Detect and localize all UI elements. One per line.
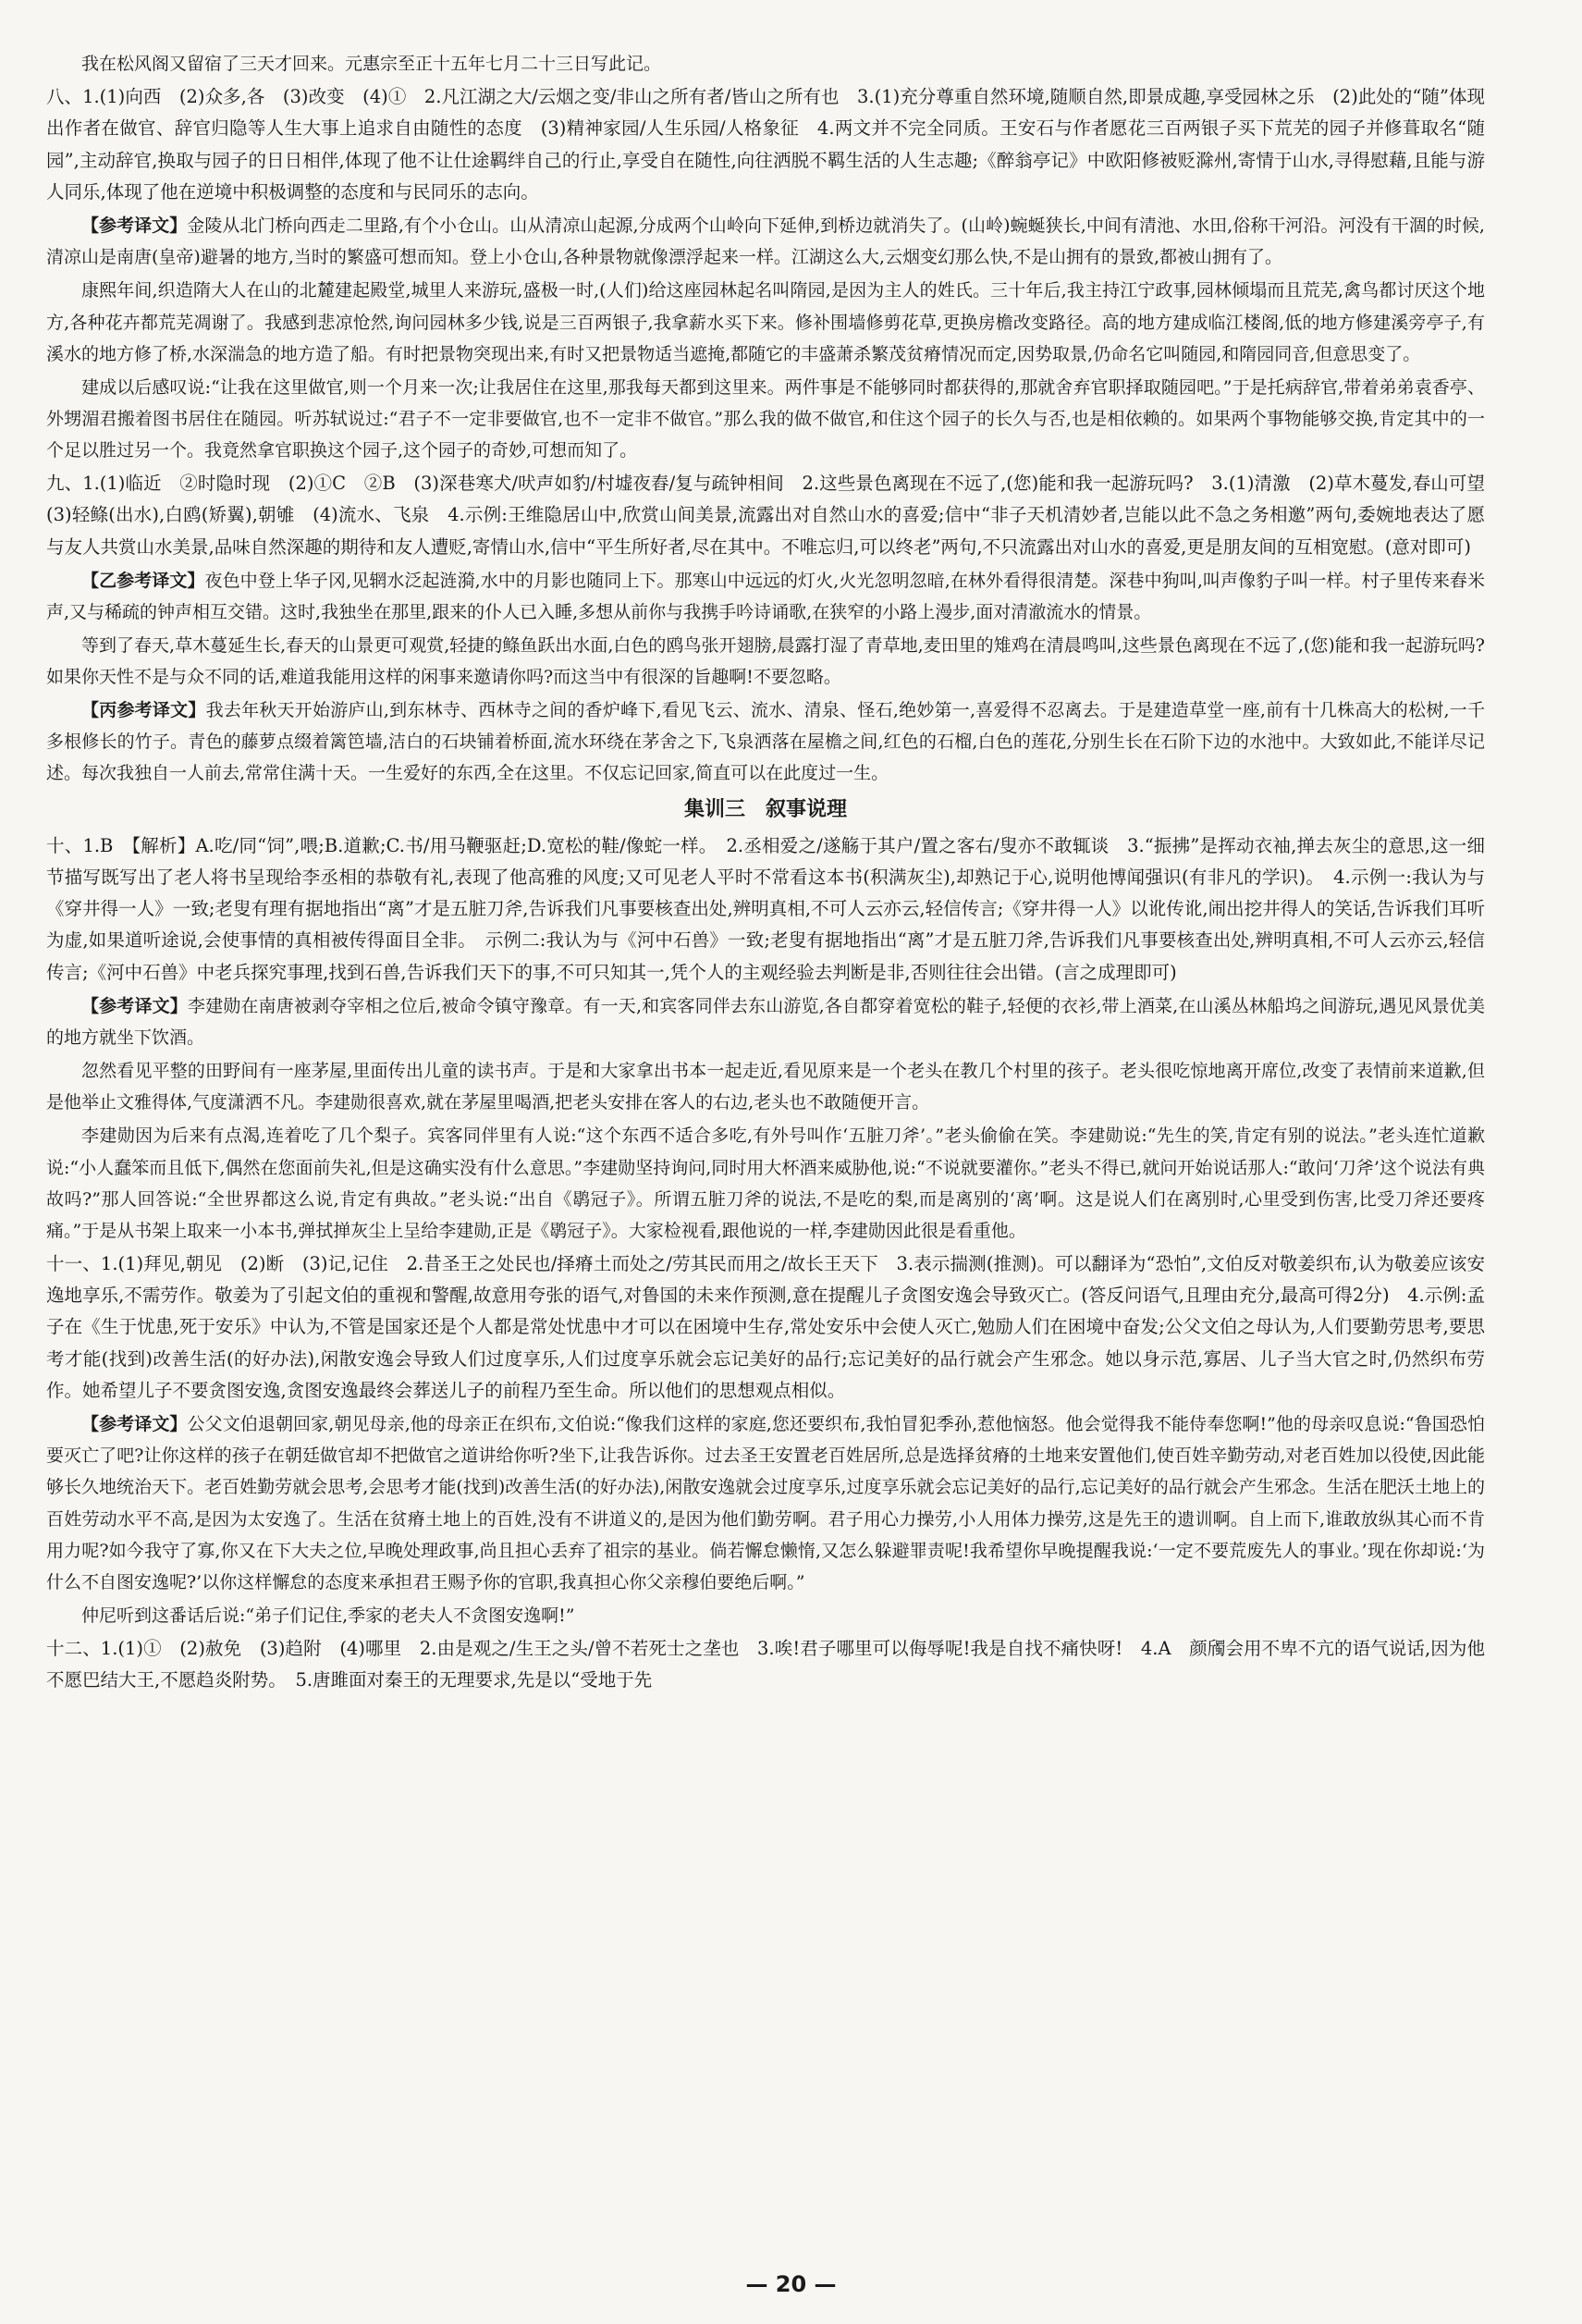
- paragraph-text: 我去年秋天开始游庐山,到东林寺、西林寺之间的香炉峰下,看见飞云、流水、清泉、怪石,绝妙第一,喜爱得不忍离去。于是建造草堂一座,前有十几株高大的松树,一千多根修长的竹子。青色的藤萝点缀着篱笆墙,洁白的石块铺着桥面,流水环绕在茅舍之下,飞泉洒落在屋檐之间,红色的石榴,白色的莲花,分别生长在石阶下边的水池中。大致如此,不能详尽记述。每次我独自一人前去,常常住满十天。一生爱好的东西,全在这里。不仅忘记回家,简直可以在此度过一生。: [46, 700, 1485, 784]
- translation-paragraph: [46, 565, 1485, 628]
- translation-paragraph: [46, 1408, 1485, 1598]
- answer-page: [46, 48, 1503, 1699]
- translation-tag: 【参考译文】: [81, 996, 188, 1017]
- paragraph-text: 建成以后感叹说:“让我在这里做官,则一个月来一次;让我居住在这里,那我每天都到这里来。两件事是不能够同时都获得的,那就舍弃官职择取随园吧。”于是托病辞官,带着弟弟袁香亭、外甥湄君搬着图书居住在随园。听苏轼说过:“君子不一定非要做官,也不一定非不做官。”那么我的做不做官,和住这个园子的长久与否,也是相依赖的。如果两个事物能够交换,肯定其中的一个足以胜过另一个。我竟然拿官职换这个园子,这个园子的奇妙,可想而知了。: [46, 376, 1485, 461]
- answer-paragraph: [46, 468, 1503, 563]
- paragraph-text: 十一、1.(1)拜见,朝见 (2)断 (3)记,记住 2.昔圣王之处民也/择瘠土而处之/劳其民而用之/故长王天下 3.表示揣测(推测)。可以翻译为“恐怕”,文伯反对敬姜织布,认为敬姜应该安逸地享乐,不需劳作。敬姜为了引起文伯的重视和警醒,故意用夸张的语气,对鲁国的未来作预测,意在提醒儿子贪图安逸会导致灭亡。(答反问语气,且理由充分,最高可得2分) 4.示例:孟子在《生于忧患,死于安乐》中认为,不管是国家还是个人都是常处忧患中才可以在困境中生存,常处安乐中会使人灭亡,勉励人们在困境中奋发;公父文伯之母认为,人们要勤劳思考,要思考才能(找到)改善生活(的好办法),闲散安逸会导致人们过度享乐,人们过度享乐就会忘记美好的品行;忘记美好的品行就会产生邪念。她以身示范,寡居、儿子当大官之时,仍然织布劳作。她希望儿子不要贪图安逸,贪图安逸最终会葬送儿子的前程乃至生命。所以他们的思想观点相似。: [46, 1252, 1485, 1401]
- answer-paragraph: [46, 1120, 1485, 1246]
- answer-paragraph: [46, 372, 1485, 466]
- paragraph-text: 十、1.B 【解析】A.吃/同“饲”,喂;B.道歉;C.书/用马鞭驱赶;D.宽松的鞋/像蛇一样。 2.丞相爱之/遂觞于其户/置之客右/叟亦不敢辄谈 3.“振拂”是挥动衣袖,掸去灰尘的意思,这一细节描写既写出了老人将书呈现给李丞相的恭敬有礼,表现了他高雅的风度;又可见老人平时不常看这本书(积满灰尘),却熟记于心,说明他博闻强识(有非凡的学识)。 4.示例一:我认为与《穿井得一人》一致;老叟有理有据地指出“离”才是五脏刀斧,告诉我们凡事要核查出处,辨明真相,不可人云亦云,轻信传言;《穿井得一人》以讹传讹,闹出挖井得人的笑话,告诉我们耳听为虚,如果道听途说,会使事情的真相被传得面目全非。 示例二:我认为与《河中石兽》一致;老叟有据地指出“离”才是五脏刀斧,告诉我们凡事要核查出处,辨明真相,不可人云亦云,轻信传言;《河中石兽》中老兵探究事理,找到石兽,告诉我们天下的事,不可只知其一,凭个人的主观经验去判断是非,否则往往会出错。(言之成理即可): [46, 834, 1485, 983]
- paragraph-text: 十二、1.(1)① (2)赦免 (3)趋附 (4)哪里 2.由是观之/生王之头/曾不若死士之垄也 3.唉!君子哪里可以侮辱呢!我是自找不痛快呀! 4.A 颜斶会用不卑不亢的语气说话,因为他不愿巴结大王,不愿趋炎附势。 5.唐雎面对秦王的无理要求,先是以“受地于先: [46, 1637, 1485, 1691]
- paragraph-text: 公父文伯退朝回家,朝见母亲,他的母亲正在织布,文伯说:“像我们这样的家庭,您还要织布,我怕冒犯季孙,惹他恼怒。他会觉得我不能侍奉您啊!”他的母亲叹息说:“鲁国恐怕要灭亡了吧?让你这样的孩子在朝廷做官却不把做官之道讲给你听?坐下,让我告诉你。过去圣王安置老百姓居所,总是选择贫瘠的土地来安置他们,使百姓辛勤劳动,对老百姓加以役使,因此能够长久地统治天下。老百姓勤劳就会思考,会思考才能(找到)改善生活(的好办法),闲散安逸就会过度享乐,过度享乐就会忘记美好的品行,忘记美好的品行就会产生邪念。生活在肥沃土地上的百姓劳动水平不高,是因为太安逸了。生活在贫瘠土地上的百姓,没有不讲道义的,是因为他们勤劳啊。君子用心力操劳,小人用体力操劳,这是先王的遗训啊。自上而下,谁敢放纵其心而不肯用力呢?如今我守了寡,你又在下大夫之位,早晚处理政事,尚且担心丢弃了祖宗的基业。倘若懈怠懒惰,又怎么躲避罪责呢!我希望你早晚提醒我说:‘一定不要荒废先人的事业。’现在你却说:‘为什么不自图安逸呢?’以你这样懈怠的态度来承担君王赐予你的官职,我真担心你父亲穆伯要绝后啊。”: [46, 1414, 1485, 1592]
- translation-tag: 【参考译文】: [81, 1414, 188, 1435]
- answer-paragraph: [46, 1055, 1485, 1118]
- translation-tag: 【参考译文】: [81, 215, 188, 237]
- paragraph-text: 夜色中登上华子冈,见辋水泛起涟漪,水中的月影也随同上下。那寒山中远远的灯火,火光忽明忽暗,在林外看得很清楚。深巷中狗叫,叫声像豹子叫一样。村子里传来舂米声,又与稀疏的钟声相互交错。这时,我独坐在那里,跟来的仆人已入睡,多想从前你与我携手吟诗诵歌,在狭窄的小路上漫步,面对清澈流水的情景。: [46, 570, 1485, 623]
- translation-tag: 【丙参考译文】: [81, 700, 206, 721]
- answer-paragraph: [46, 1600, 1485, 1631]
- paragraph-text: 九、1.(1)临近 ②时隐时现 (2)①C ②B (3)深巷寒犬/吠声如豹/村墟夜舂/复与疏钟相间 2.这些景色离现在不远了,(您)能和我一起游玩吗? 3.(1)清激 (2)草木蔓发,春山可望 (3)轻鲦(出水),白鸥(矫翼),朝雊 (4)流水、飞泉 4.示例:王维隐居山中,欣赏山间美景,流露出对自然山水的喜爱;信中“非子天机清妙者,岂能以此不急之务相邀”两句,委婉地表达了愿与友人共赏山水美景,品味自然深趣的期待和友人遭贬,寄情山水,信中“平生所好者,尽在其中。不唯忘归,可以终老”两句,不只流露出对山水的喜爱,更是朋友间的互相宽慰。(意对即可): [46, 473, 1503, 558]
- paragraph-text: 李建勋因为后来有点渴,连着吃了几个梨子。宾客同伴里有人说:“这个东西不适合多吃,有外号叫作‘五脏刀斧’。”老头偷偷在笑。李建勋说:“先生的笑,肯定有别的说法。”老头连忙道歉说:“小人蠢笨而且低下,偶然在您面前失礼,但是这确实没有什么意思。”李建勋坚持询问,同时用大杯酒来威胁他,说:“不说就要灌你。”老头不得已,就问开始说话那人:“敢问‘刀斧’这个说法有典故吗?”那人回答说:“全世界都这么说,肯定有典故。”老头说:“出自《鹖冠子》。所谓五脏刀斧的说法,不是吃的梨,而是离别的‘离’啊。这是说人们在离别时,心里受到伤害,比受刀斧还要疼痛。”于是从书架上取来一小本书,弹拭掸灰尘上呈给李建勋,正是《鹖冠子》。大家检视看,跟他说的一样,李建勋因此很是看重他。: [46, 1125, 1485, 1241]
- translation-paragraph: [46, 990, 1485, 1053]
- paragraph-text: 康熙年间,织造隋大人在山的北麓建起殿堂,城里人来游玩,盛极一时,(人们)给这座园林起名叫隋园,是因为主人的姓氏。三十年后,我主持江宁政事,园林倾塌而且荒芜,禽鸟都讨厌这个地方,各种花卉都荒芜凋谢了。我感到悲凉怆然,询问园林多少钱,说是三百两银子,我拿薪水买下来。修补围墙修剪花草,更换房檐改变路径。高的地方建成临江楼阁,低的地方修建溪旁亭子,有溪水的地方修了桥,水深湍急的地方造了船。有时把景物突现出来,有时又把景物适当遮掩,都随它的丰盛萧杀繁茂贫瘠情况而定,因势取景,仍命名它叫随园,和隋园同音,但意思变了。: [46, 280, 1485, 364]
- answer-paragraph: [46, 1633, 1485, 1697]
- paragraph-text: 等到了春天,草木蔓延生长,春天的山景更可观赏,轻捷的鲦鱼跃出水面,白色的鸥鸟张开翅膀,晨露打湿了青草地,麦田里的雉鸡在清晨鸣叫,这些景色离现在不远了,(您)能和我一起游玩吗?如果你天性不是与众不同的话,难道我能用这样的闲事来邀请你吗?而这当中有很深的旨趣啊!不要忽略。: [46, 635, 1485, 688]
- paragraph-text: 仲尼听到这番话后说:“弟子们记住,季家的老夫人不贪图安逸啊!”: [81, 1605, 575, 1626]
- answer-paragraph: [46, 830, 1485, 989]
- paragraph-text: 八、1.(1)向西 (2)众多,各 (3)改变 (4)① 2.凡江湖之大/云烟之变/非山之所有者/皆山之所有也 3.(1)充分尊重自然环境,随顺自然,即景成趣,享受园林之乐 (2)此处的“随”体现出作者在做官、辞官归隐等人生大事上追求自由随性的态度 (3)精神家园/人生乐园/人格象征 4.两文并不完全同质。王安石与作者愿花三百两银子买下荒芜的园子并修葺取名“随园”,主动辞官,换取与园子的日日相伴,体现了他不让仕途羁绊自己的行止,享受自在随性,向往洒脱不羁生活的人生志趣;《醉翁亭记》中欧阳修被贬滁州,寄情于山水,寻得慰藉,且能与游人同乐,体现了他在逆境中积极调整的态度和与民同乐的志向。: [46, 86, 1485, 203]
- page-number: — 20 —: [745, 2271, 837, 2297]
- paragraph-text: 我在松风阁又留宿了三天才回来。元惠宗至正十五年七月二十三日写此记。: [81, 54, 662, 74]
- answer-paragraph: [46, 275, 1485, 369]
- paragraph-text: 李建勋在南唐被剥夺宰相之位后,被命令镇守豫章。有一天,和宾客同伴去东山游览,各自都穿着宽松的鞋子,轻便的衣衫,带上酒菜,在山溪丛林船坞之间游玩,遇见风景优美的地方就坐下饮酒。: [46, 996, 1485, 1049]
- translation-tag: 【乙参考译文】: [81, 570, 205, 591]
- paragraph-text: 金陵从北门桥向西走二里路,有个小仓山。山从清凉山起源,分成两个山岭向下延伸,到桥边就消失了。(山岭)蜿蜒狭长,中间有清池、水田,俗称干河沿。河没有干涸的时候,清凉山是南唐(皇帝)避暑的地方,当时的繁盛可想而知。登上小仓山,各种景物就像漂浮起来一样。江湖这么大,云烟变幻那么快,不是山拥有的景致,都被山拥有了。: [46, 215, 1485, 268]
- answer-paragraph: [46, 81, 1485, 208]
- section-heading: 集训三 叙事说理: [683, 797, 847, 821]
- translation-paragraph: [46, 695, 1485, 789]
- answer-paragraph: [46, 48, 1485, 80]
- answer-paragraph: [46, 630, 1485, 693]
- paragraph-text: 忽然看见平整的田野间有一座茅屋,里面传出儿童的读书声。于是和大家拿出书本一起走近,看见原来是一个老头在教几个村里的孩子。老头很吃惊地离开席位,改变了表情前来道歉,但是他举止文雅得体,气度潇洒不凡。李建勋很喜欢,就在茅屋里喝酒,把老头安排在客人的右边,老头也不敢随便开言。: [46, 1061, 1485, 1113]
- answer-paragraph: [46, 1248, 1485, 1407]
- translation-paragraph: [46, 210, 1485, 273]
